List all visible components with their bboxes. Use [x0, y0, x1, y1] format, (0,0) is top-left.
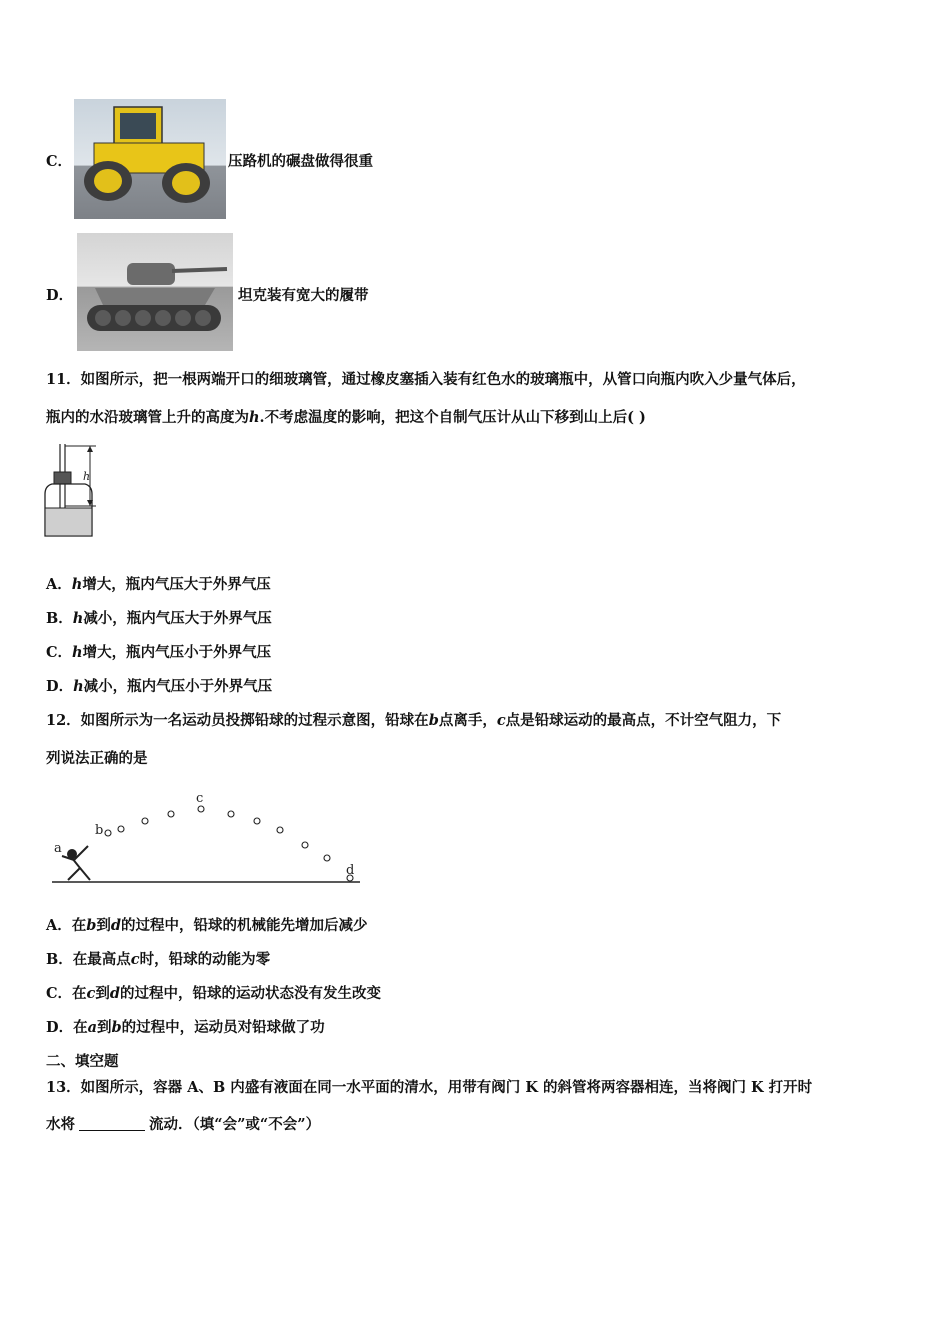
section-title: 二、填空题	[46, 1053, 119, 1070]
answer-blank[interactable]	[79, 1116, 145, 1131]
shot-put-label-c: c	[196, 791, 204, 806]
q13-line2: 水将 流动．（填“会”或“不会”）	[46, 1116, 321, 1133]
q11-option-d: D．h减小，瓶内气压小于外界气压	[46, 678, 273, 695]
shot-put-label-b: b	[95, 823, 104, 838]
q13-line1: 13．如图所示，容器 A、B 内盛有液面在同一水平面的清水，用带有阀门 K 的斜管将两容器相连，当将阀门 K 打开时	[46, 1079, 813, 1096]
barometer-figure	[40, 440, 102, 540]
road-roller-photo	[74, 99, 226, 219]
q12-line1: 12．如图所示为一名运动员投掷铅球的过程示意图，铅球在b点离手，c点是铅球运动的最高点，不计空气阻力，下	[46, 712, 782, 729]
shot-put-label-a: a	[54, 841, 62, 856]
q11-line2: 瓶内的水沿玻璃管上升的高度为h.不考虑温度的影响，把这个自制气压计从山下移到山上后( )	[46, 409, 646, 426]
q12-option-c: C．在c到d的过程中，铅球的运动状态没有发生改变	[46, 985, 382, 1002]
barometer-h-label: h	[83, 470, 91, 483]
option-d-text: 坦克装有宽大的履带	[238, 287, 369, 304]
q12-option-b: B．在最高点c时，铅球的动能为零	[46, 951, 271, 968]
q11-option-a: A．h增大，瓶内气压大于外界气压	[46, 576, 271, 593]
q11-option-b: B．h减小，瓶内气压大于外界气压	[46, 610, 272, 627]
q12-option-d: D．在a到b的过程中，运动员对铅球做了功	[46, 1019, 325, 1036]
shot-put-figure	[50, 788, 365, 888]
tank-photo	[77, 233, 233, 351]
option-d-letter: D．	[46, 287, 74, 304]
option-c-letter: C．	[46, 153, 73, 170]
q11-option-c: C．h增大，瓶内气压小于外界气压	[46, 644, 272, 661]
shot-put-label-d: d	[346, 863, 355, 878]
q12-option-a: A．在b到d的过程中，铅球的机械能先增加后减少	[46, 917, 368, 934]
q12-line2: 列说法正确的是	[46, 750, 148, 767]
option-c-text: 压路机的碾盘做得很重	[228, 153, 373, 170]
q11-line1: 11．如图所示，把一根两端开口的细玻璃管，通过橡皮塞插入装有红色水的玻璃瓶中，从管口向瓶内吹入少量气体后，	[46, 371, 806, 388]
